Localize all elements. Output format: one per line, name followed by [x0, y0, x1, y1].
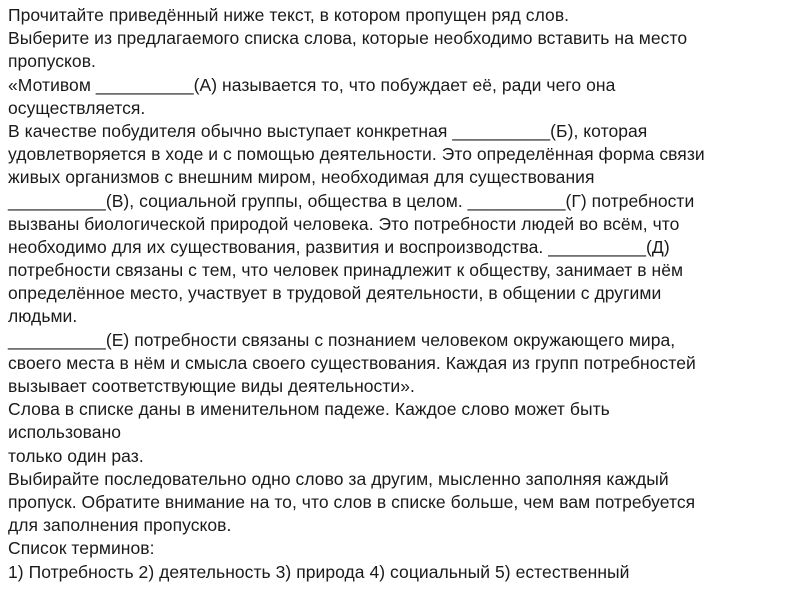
text-line: использовано [8, 422, 122, 443]
text-line: осуществляется. [8, 97, 146, 118]
text-line: своего места в нём и смысла своего существования. Каждая из групп потребностей [8, 352, 696, 373]
document-text [8, 4, 794, 584]
text-line: пропусков. [8, 51, 96, 72]
text-line: необходимо для их существования, развития и воспроизводства. __________(Д) [8, 236, 670, 257]
text-line: живых организмов с внешним миром, необходимая для существования [8, 167, 595, 188]
text-line: определённое место, участвует в трудовой деятельности, в общении с другими [8, 283, 662, 304]
text-line: «Мотивом __________(А) называется то, что побуждает её, ради чего она [8, 74, 616, 95]
text-line: удовлетворяется в ходе и с помощью деятельности. Это определённая форма связи [8, 144, 705, 165]
text-line: Слова в списке даны в именительном падеже. Каждое слово может быть [8, 399, 610, 420]
text-line: Выбирайте последовательно одно слово за другим, мысленно заполняя каждый [8, 468, 669, 489]
text-line: 1) Потребность 2) деятельность 3) природа 4) социальный 5) естественный [8, 561, 630, 582]
text-line: Список терминов: [8, 538, 155, 559]
text-line: Выберите из предлагаемого списка слова, которые необходимо вставить на место [8, 28, 688, 49]
text-line: потребности связаны с тем, что человек принадлежит к обществу, занимает в нём [8, 260, 684, 281]
text-line: вызваны биологической природой человека. Это потребности людей во всём, что [8, 213, 680, 234]
text-line: для заполнения пропусков. [8, 515, 232, 536]
text-line: __________(Е) потребности связаны с познанием человеком окружающего мира, [8, 329, 676, 350]
text-line: вызывает соответствующие виды деятельности». [8, 376, 415, 396]
text-line: __________(В), социальной группы, общества в целом. __________(Г) потребности [8, 190, 695, 211]
text-line: только один раз. [8, 445, 144, 466]
text-line: пропуск. Обратите внимание на то, что слов в списке больше, чем вам потребуется [8, 491, 696, 512]
text-line: В качестве побудителя обычно выступает конкретная __________(Б), которая [8, 120, 648, 141]
text-line: людьми. [8, 306, 78, 327]
text-line: Прочитайте приведённый ниже текст, в котором пропущен ряд слов. [8, 5, 570, 25]
